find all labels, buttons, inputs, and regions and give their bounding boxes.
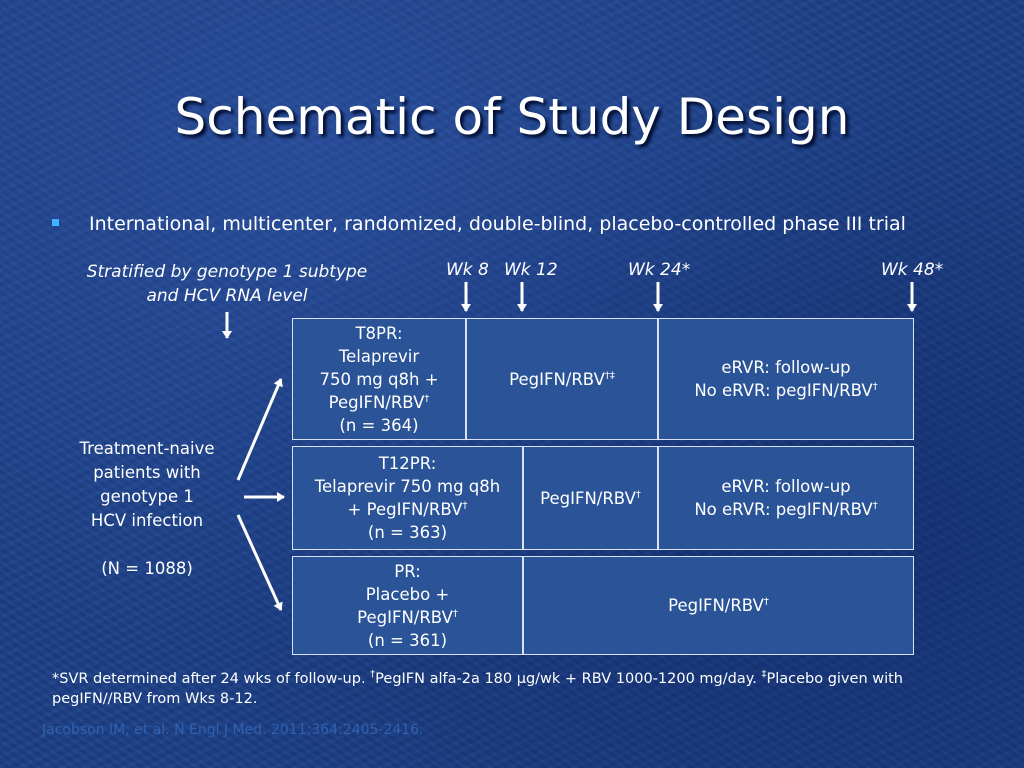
pr-pegifn-box: PegIFN/RBV† [523, 556, 914, 655]
pr-placebo-box [292, 556, 523, 655]
patients-line-3: genotype 1 [100, 487, 194, 506]
t12pr-followup-box: eRVR: follow-up No eRVR: pegIFN/RBV† [658, 446, 914, 550]
patient-population-label [62, 437, 232, 581]
t12pr-combo: + PegIFN/RBV† [347, 500, 468, 519]
patients-line-1: Treatment-naive [79, 439, 215, 458]
t8pr-drug: Telaprevir [338, 346, 420, 366]
week-12-label: Wk 12 [504, 260, 558, 280]
patients-line-2: patients with [93, 463, 201, 482]
week-24-label: Wk 24* [628, 260, 691, 280]
pr-drug: Placebo + [365, 584, 450, 604]
t8pr-dose: 750 mg q8h + [319, 369, 439, 389]
t12pr-name: T12PR: [378, 454, 437, 473]
citation: Jacobson IM, et al. N Engl J Med. 2011;364:2405-2416. [42, 722, 424, 738]
t12pr-n: (n = 363) [367, 523, 448, 542]
t8pr-n: (n = 364) [339, 415, 419, 435]
t12pr-telaprevir-box [292, 446, 523, 550]
randomize-arrow-t8pr [238, 379, 281, 480]
t8pr-followup-box: eRVR: follow-up No eRVR: pegIFN/RBV† [658, 318, 914, 440]
pr-n: (n = 361) [367, 630, 448, 650]
patients-line-4: HCV infection [90, 511, 204, 530]
week-48-label: Wk 48* [881, 260, 944, 280]
pr-combo: PegIFN/RBV† [357, 607, 458, 627]
t8pr-pegifn-box: PegIFN/RBV†‡ [466, 318, 658, 440]
footnote: *SVR determined after 24 wks of follow-up. †PegIFN alfa-2a 180 µg/wk + RBV 1000-1200 mg/day. ‡Placebo given with pegIFN//RBV from Wks 8-12. [52, 669, 904, 707]
t8pr-telaprevir-box [292, 318, 466, 440]
slide-title: Schematic of Study Design [174, 88, 850, 146]
stratification-line-1: Stratified by genotype 1 subtype [86, 262, 368, 282]
patients-total: (N = 1088) [101, 559, 193, 578]
stratification-line-2: and HCV RNA level [146, 286, 308, 306]
pr-name: PR: [394, 561, 421, 581]
t12pr-pegifn-box: PegIFN/RBV† [523, 446, 658, 550]
bullet-text: International, multicenter, randomized, double-blind, placebo-controlled phase III trial [89, 213, 906, 235]
week-8-label: Wk 8 [446, 260, 489, 280]
t12pr-drug: Telaprevir 750 mg q8h [314, 477, 501, 496]
t8pr-combo: PegIFN/RBV† [328, 392, 430, 412]
randomize-arrow-pr [238, 515, 281, 610]
t8pr-name: T8PR: [355, 323, 403, 343]
